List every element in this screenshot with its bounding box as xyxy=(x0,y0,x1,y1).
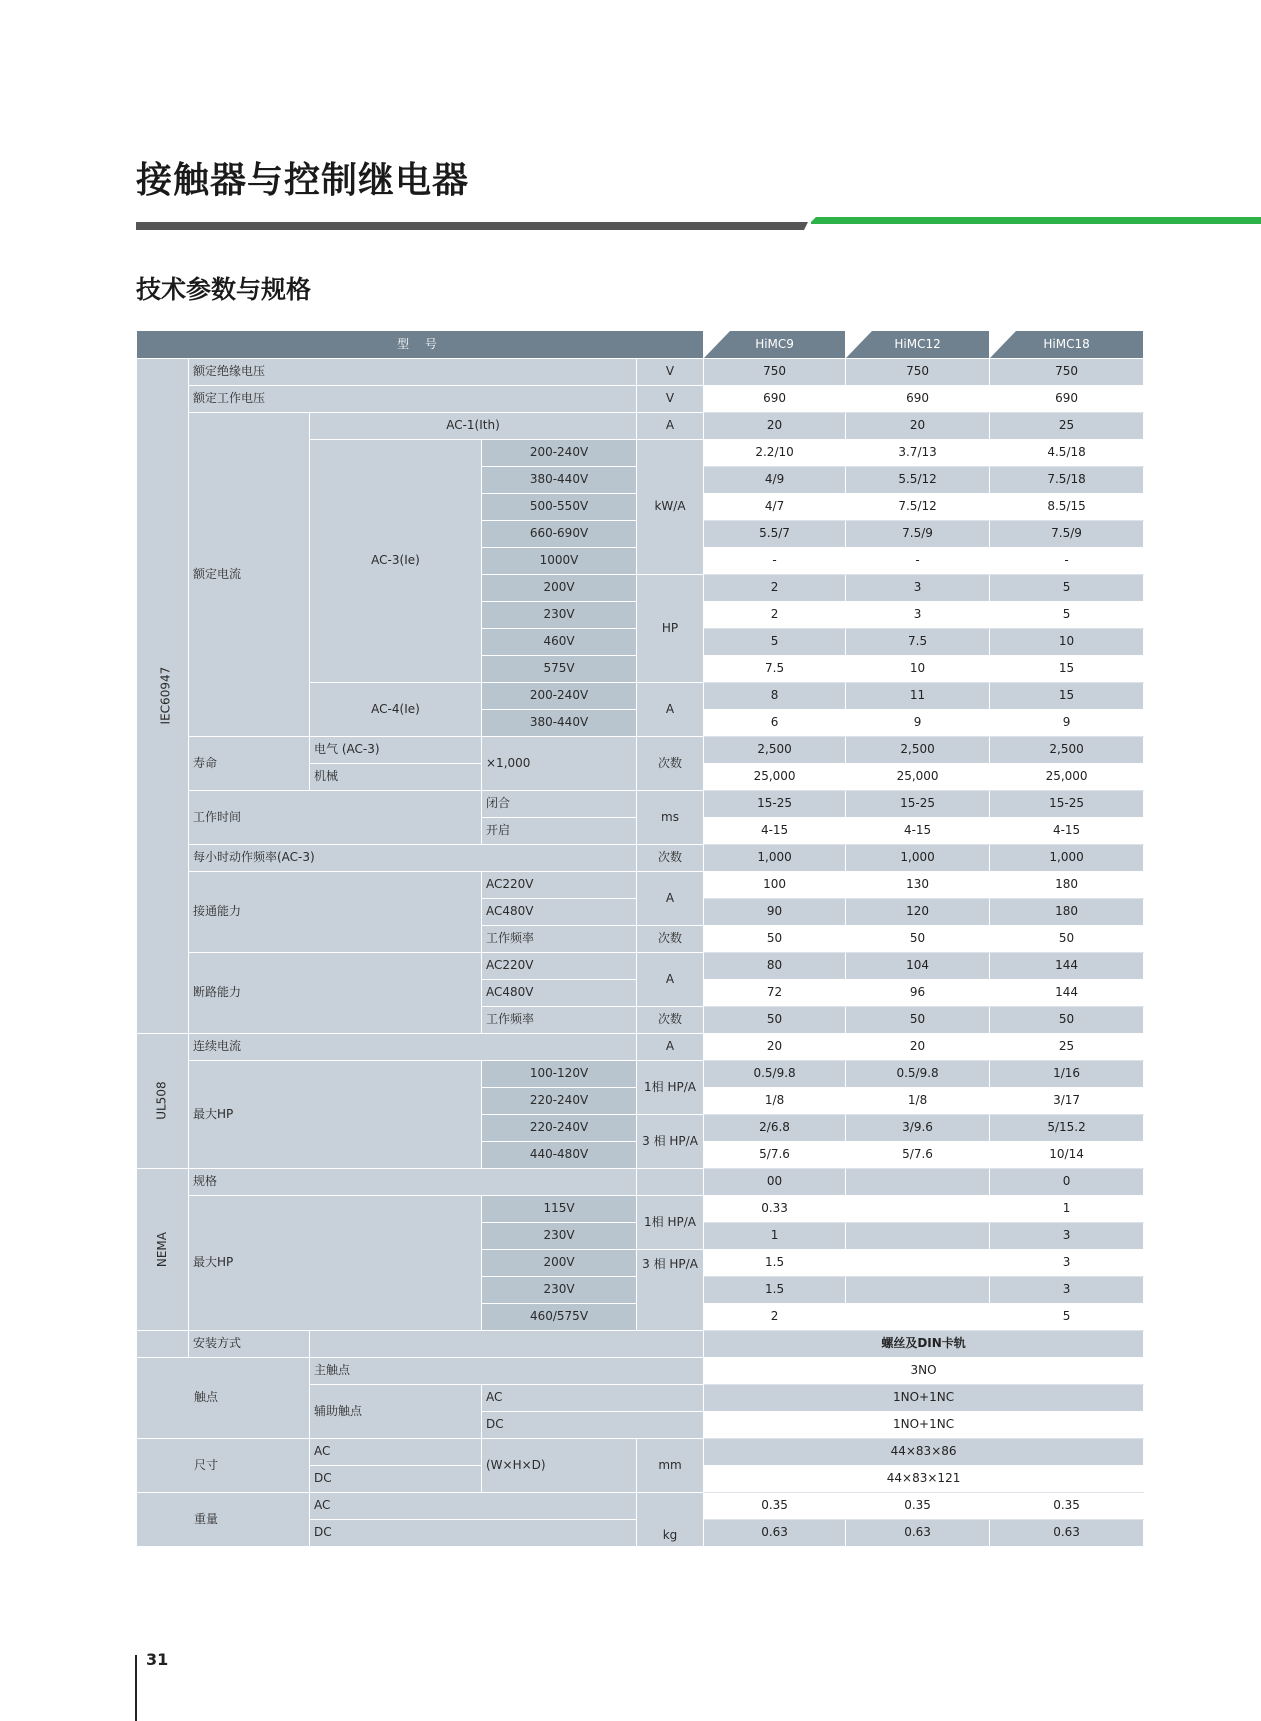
table-cell xyxy=(846,1304,990,1331)
table-cell: 4-15 xyxy=(990,818,1144,845)
table-cell: 1,000 xyxy=(846,845,990,872)
table-cell: mm xyxy=(637,1439,704,1493)
table-cell: 0.35 xyxy=(704,1493,846,1520)
table-cell: 15-25 xyxy=(704,791,846,818)
table-cell: DC xyxy=(310,1520,637,1547)
table-cell: 50 xyxy=(846,926,990,953)
table-cell: 750 xyxy=(704,359,846,386)
table-cell: AC480V xyxy=(482,980,637,1007)
table-cell: 10 xyxy=(846,656,990,683)
table-cell: 4-15 xyxy=(704,818,846,845)
group-label-nema: NEMA xyxy=(137,1169,189,1331)
table-cell: 1.5 xyxy=(704,1250,846,1277)
table-cell: A xyxy=(637,953,704,1007)
table-cell: 5 xyxy=(990,575,1144,602)
table-cell: V xyxy=(637,359,704,386)
table-cell: 200V xyxy=(482,575,637,602)
table-cell: AC220V xyxy=(482,953,637,980)
table-row xyxy=(137,1061,1144,1088)
table-cell: AC-4(Ie) xyxy=(310,683,482,737)
table-cell: 工作频率 xyxy=(482,1007,637,1034)
table-row xyxy=(137,1196,1144,1223)
table-cell: 1 xyxy=(990,1196,1144,1223)
table-cell: 连续电流 xyxy=(189,1034,637,1061)
table-cell xyxy=(137,1331,189,1358)
table-cell: 200-240V xyxy=(482,440,637,467)
table-row xyxy=(137,791,1144,818)
table-cell: 9 xyxy=(846,710,990,737)
table-cell: 额定工作电压 xyxy=(189,386,637,413)
table-cell: 5/7.6 xyxy=(846,1142,990,1169)
table-cell: AC220V xyxy=(482,872,637,899)
table-cell: 690 xyxy=(846,386,990,413)
title-rule xyxy=(136,217,1261,231)
table-cell: 20 xyxy=(846,413,990,440)
table-cell: 7.5/18 xyxy=(990,467,1144,494)
table-cell: 工作频率 xyxy=(482,926,637,953)
model-header: HiMC18 xyxy=(990,331,1144,359)
table-cell: 2 xyxy=(704,602,846,629)
spec-table xyxy=(136,330,1144,1547)
table-cell: 750 xyxy=(990,359,1144,386)
table-cell: 触点 xyxy=(137,1358,310,1439)
table-cell: 主触点 xyxy=(310,1358,704,1385)
table-cell: 5 xyxy=(704,629,846,656)
table-cell: 50 xyxy=(990,926,1144,953)
table-cell: 重量 xyxy=(137,1493,310,1547)
table-cell: 0.63 xyxy=(846,1520,990,1547)
table-cell: V xyxy=(637,386,704,413)
table-cell: 3 相 HP/A xyxy=(637,1115,704,1169)
table-cell: 1,000 xyxy=(704,845,846,872)
table-cell: AC-1(Ith) xyxy=(310,413,637,440)
table-cell: A xyxy=(637,683,704,737)
table-cell: 每小时动作频率(AC-3) xyxy=(189,845,637,872)
table-cell: 7.5/9 xyxy=(846,521,990,548)
model-header: HiMC12 xyxy=(846,331,990,359)
table-cell: DC xyxy=(482,1412,704,1439)
table-cell: (W×H×D) xyxy=(482,1439,637,1493)
table-row xyxy=(137,359,1144,386)
table-row xyxy=(137,1331,1144,1358)
table-cell: 1NO+1NC xyxy=(704,1385,1144,1412)
table-cell: 7.5/12 xyxy=(846,494,990,521)
table-cell xyxy=(846,1223,990,1250)
table-cell: 10 xyxy=(990,629,1144,656)
table-cell: 50 xyxy=(704,1007,846,1034)
table-cell: 2/6.8 xyxy=(704,1115,846,1142)
table-cell: 寿命 xyxy=(189,737,310,791)
table-cell: 0 xyxy=(990,1169,1144,1196)
table-cell: ms xyxy=(637,791,704,845)
table-cell: 电气 (AC-3) xyxy=(310,737,482,764)
table-cell: 闭合 xyxy=(482,791,637,818)
table-cell: A xyxy=(637,1034,704,1061)
table-cell: 20 xyxy=(846,1034,990,1061)
table-cell: 9 xyxy=(990,710,1144,737)
table-cell: 规格 xyxy=(189,1169,637,1196)
table-cell: 4-15 xyxy=(846,818,990,845)
table-cell: 5.5/7 xyxy=(704,521,846,548)
table-cell: 3/17 xyxy=(990,1088,1144,1115)
table-cell: 0.33 xyxy=(704,1196,846,1223)
table-cell: 2,500 xyxy=(990,737,1144,764)
table-cell: 690 xyxy=(990,386,1144,413)
table-cell: 7.5/9 xyxy=(990,521,1144,548)
table-row xyxy=(137,386,1144,413)
table-cell xyxy=(637,1169,704,1196)
table-cell: 50 xyxy=(990,1007,1144,1034)
table-cell: 螺丝及DIN卡轨 xyxy=(704,1331,1144,1358)
table-cell xyxy=(310,1331,704,1358)
table-cell: 7.5 xyxy=(846,629,990,656)
table-cell: 2,500 xyxy=(846,737,990,764)
table-cell: 3 xyxy=(990,1223,1144,1250)
table-cell: 7.5 xyxy=(704,656,846,683)
table-cell: 25 xyxy=(990,1034,1144,1061)
table-cell: 230V xyxy=(482,1277,637,1304)
table-cell: kg xyxy=(637,1493,704,1547)
table-cell: 1相 HP/A xyxy=(637,1061,704,1115)
table-cell: 144 xyxy=(990,953,1144,980)
table-cell: 180 xyxy=(990,899,1144,926)
table-cell: 220-240V xyxy=(482,1088,637,1115)
table-cell: 3 xyxy=(990,1250,1144,1277)
rule-dark-segment xyxy=(136,222,808,230)
table-cell: DC xyxy=(310,1466,482,1493)
table-cell: 44×83×121 xyxy=(704,1466,1144,1493)
table-cell: 5/15.2 xyxy=(990,1115,1144,1142)
table-cell: AC480V xyxy=(482,899,637,926)
table-cell: 次数 xyxy=(637,1007,704,1034)
table-cell: 25,000 xyxy=(704,764,846,791)
table-cell: 44×83×86 xyxy=(704,1439,1144,1466)
table-cell: 460/575V xyxy=(482,1304,637,1331)
table-cell: 20 xyxy=(704,413,846,440)
table-cell: 5 xyxy=(990,1304,1144,1331)
table-cell: 1.5 xyxy=(704,1277,846,1304)
table-cell: 380-440V xyxy=(482,710,637,737)
table-cell: 3 xyxy=(990,1277,1144,1304)
table-cell: 3.7/13 xyxy=(846,440,990,467)
table-cell: 660-690V xyxy=(482,521,637,548)
table-cell: 11 xyxy=(846,683,990,710)
table-cell: 144 xyxy=(990,980,1144,1007)
table-cell: 3/9.6 xyxy=(846,1115,990,1142)
table-cell: 0.35 xyxy=(990,1493,1144,1520)
table-cell: 15 xyxy=(990,656,1144,683)
table-cell: 72 xyxy=(704,980,846,1007)
table-cell: AC xyxy=(310,1439,482,1466)
table-cell: 220-240V xyxy=(482,1115,637,1142)
table-cell: - xyxy=(704,548,846,575)
table-cell: 440-480V xyxy=(482,1142,637,1169)
table-cell: AC xyxy=(310,1493,637,1520)
table-cell: 次数 xyxy=(637,845,704,872)
table-cell: 0.5/9.8 xyxy=(846,1061,990,1088)
table-cell: HP xyxy=(637,575,704,683)
table-cell: 接通能力 xyxy=(189,872,482,953)
table-row xyxy=(137,872,1144,899)
table-cell: 500-550V xyxy=(482,494,637,521)
table-cell: AC-3(Ie) xyxy=(310,440,482,683)
table-cell: 机械 xyxy=(310,764,482,791)
table-cell: 8.5/15 xyxy=(990,494,1144,521)
model-header: HiMC9 xyxy=(704,331,846,359)
table-cell: 00 xyxy=(704,1169,846,1196)
group-label-ul: UL508 xyxy=(137,1034,189,1169)
table-cell: 380-440V xyxy=(482,467,637,494)
table-cell: 120 xyxy=(846,899,990,926)
group-label-iec: IEC60947 xyxy=(137,359,189,1034)
table-cell: 2,500 xyxy=(704,737,846,764)
table-cell: 8 xyxy=(704,683,846,710)
table-cell: 3 xyxy=(846,575,990,602)
table-cell xyxy=(846,1277,990,1304)
table-cell: - xyxy=(990,548,1144,575)
table-row xyxy=(137,413,1144,440)
table-cell: 20 xyxy=(704,1034,846,1061)
table-cell: 50 xyxy=(704,926,846,953)
table-cell xyxy=(846,1250,990,1277)
table-cell: 1/8 xyxy=(704,1088,846,1115)
table-cell: 15 xyxy=(990,683,1144,710)
table-cell: 工作时间 xyxy=(189,791,482,845)
table-cell: 10/14 xyxy=(990,1142,1144,1169)
table-cell: 1 xyxy=(704,1223,846,1250)
table-cell: 200-240V xyxy=(482,683,637,710)
table-cell: 460V xyxy=(482,629,637,656)
rule-green-segment xyxy=(811,217,1261,224)
table-cell: 0.63 xyxy=(704,1520,846,1547)
table-row xyxy=(137,1169,1144,1196)
table-cell: AC xyxy=(482,1385,704,1412)
table-cell: kW/A xyxy=(637,440,704,575)
table-row xyxy=(137,953,1144,980)
table-row xyxy=(137,1493,1144,1520)
rated-current-label: 额定电流 xyxy=(189,413,310,737)
header-row xyxy=(137,331,1144,359)
table-cell xyxy=(846,1169,990,1196)
page-number-bar xyxy=(135,1655,137,1721)
table-cell: 180 xyxy=(990,872,1144,899)
table-cell: 115V xyxy=(482,1196,637,1223)
table-cell: 50 xyxy=(846,1007,990,1034)
table-cell: 4/7 xyxy=(704,494,846,521)
table-cell: 80 xyxy=(704,953,846,980)
table-cell: 25,000 xyxy=(846,764,990,791)
table-cell: 750 xyxy=(846,359,990,386)
page-number: 31 xyxy=(146,1650,169,1669)
table-cell: 1/16 xyxy=(990,1061,1144,1088)
table-cell: 0.35 xyxy=(846,1493,990,1520)
table-cell: 次数 xyxy=(637,926,704,953)
table-cell: 0.63 xyxy=(990,1520,1144,1547)
table-cell: 3 相 HP/A xyxy=(637,1250,704,1331)
table-row xyxy=(137,1034,1144,1061)
table-cell: 2 xyxy=(704,1304,846,1331)
table-cell: 辅助触点 xyxy=(310,1385,482,1439)
table-cell: 1NO+1NC xyxy=(704,1412,1144,1439)
table-cell: 5/7.6 xyxy=(704,1142,846,1169)
table-cell: 6 xyxy=(704,710,846,737)
table-cell: - xyxy=(846,548,990,575)
table-cell: 5 xyxy=(990,602,1144,629)
table-row xyxy=(137,1439,1144,1466)
table-cell: A xyxy=(637,413,704,440)
table-cell: 15-25 xyxy=(846,791,990,818)
table-cell: 25,000 xyxy=(990,764,1144,791)
table-cell: 15-25 xyxy=(990,791,1144,818)
section-title: 技术参数与规格 xyxy=(136,275,312,304)
table-cell: 25 xyxy=(990,413,1144,440)
table-cell: 100 xyxy=(704,872,846,899)
table-cell: 开启 xyxy=(482,818,637,845)
table-cell: ×1,000 xyxy=(482,737,637,791)
table-cell: 90 xyxy=(704,899,846,926)
table-cell: 5.5/12 xyxy=(846,467,990,494)
table-cell: 最大HP xyxy=(189,1061,482,1169)
table-row xyxy=(137,845,1144,872)
table-cell: 3NO xyxy=(704,1358,1144,1385)
table-cell: 1,000 xyxy=(990,845,1144,872)
table-cell: 230V xyxy=(482,602,637,629)
table-cell: 4/9 xyxy=(704,467,846,494)
table-cell: 2 xyxy=(704,575,846,602)
table-cell: 2.2/10 xyxy=(704,440,846,467)
table-cell: 尺寸 xyxy=(137,1439,310,1493)
table-cell: 575V xyxy=(482,656,637,683)
table-cell: 次数 xyxy=(637,737,704,791)
table-cell: 3 xyxy=(846,602,990,629)
table-cell: 断路能力 xyxy=(189,953,482,1034)
table-cell: 130 xyxy=(846,872,990,899)
type-header: 型 号 xyxy=(137,331,704,359)
table-cell: 1相 HP/A xyxy=(637,1196,704,1250)
table-cell: 200V xyxy=(482,1250,637,1277)
table-cell: 安装方式 xyxy=(189,1331,310,1358)
table-cell: 1000V xyxy=(482,548,637,575)
table-cell: 最大HP xyxy=(189,1196,482,1331)
table-cell: 96 xyxy=(846,980,990,1007)
table-cell: 额定绝缘电压 xyxy=(189,359,637,386)
table-cell: A xyxy=(637,872,704,926)
table-cell: 690 xyxy=(704,386,846,413)
page-title: 接触器与控制继电器 xyxy=(136,160,470,201)
table-cell: 0.5/9.8 xyxy=(704,1061,846,1088)
table-cell: 4.5/18 xyxy=(990,440,1144,467)
table-cell: 230V xyxy=(482,1223,637,1250)
table-row xyxy=(137,1358,1144,1385)
table-cell: 104 xyxy=(846,953,990,980)
table-cell: 100-120V xyxy=(482,1061,637,1088)
table-cell: 1/8 xyxy=(846,1088,990,1115)
table-cell xyxy=(846,1196,990,1223)
table-row xyxy=(137,737,1144,764)
